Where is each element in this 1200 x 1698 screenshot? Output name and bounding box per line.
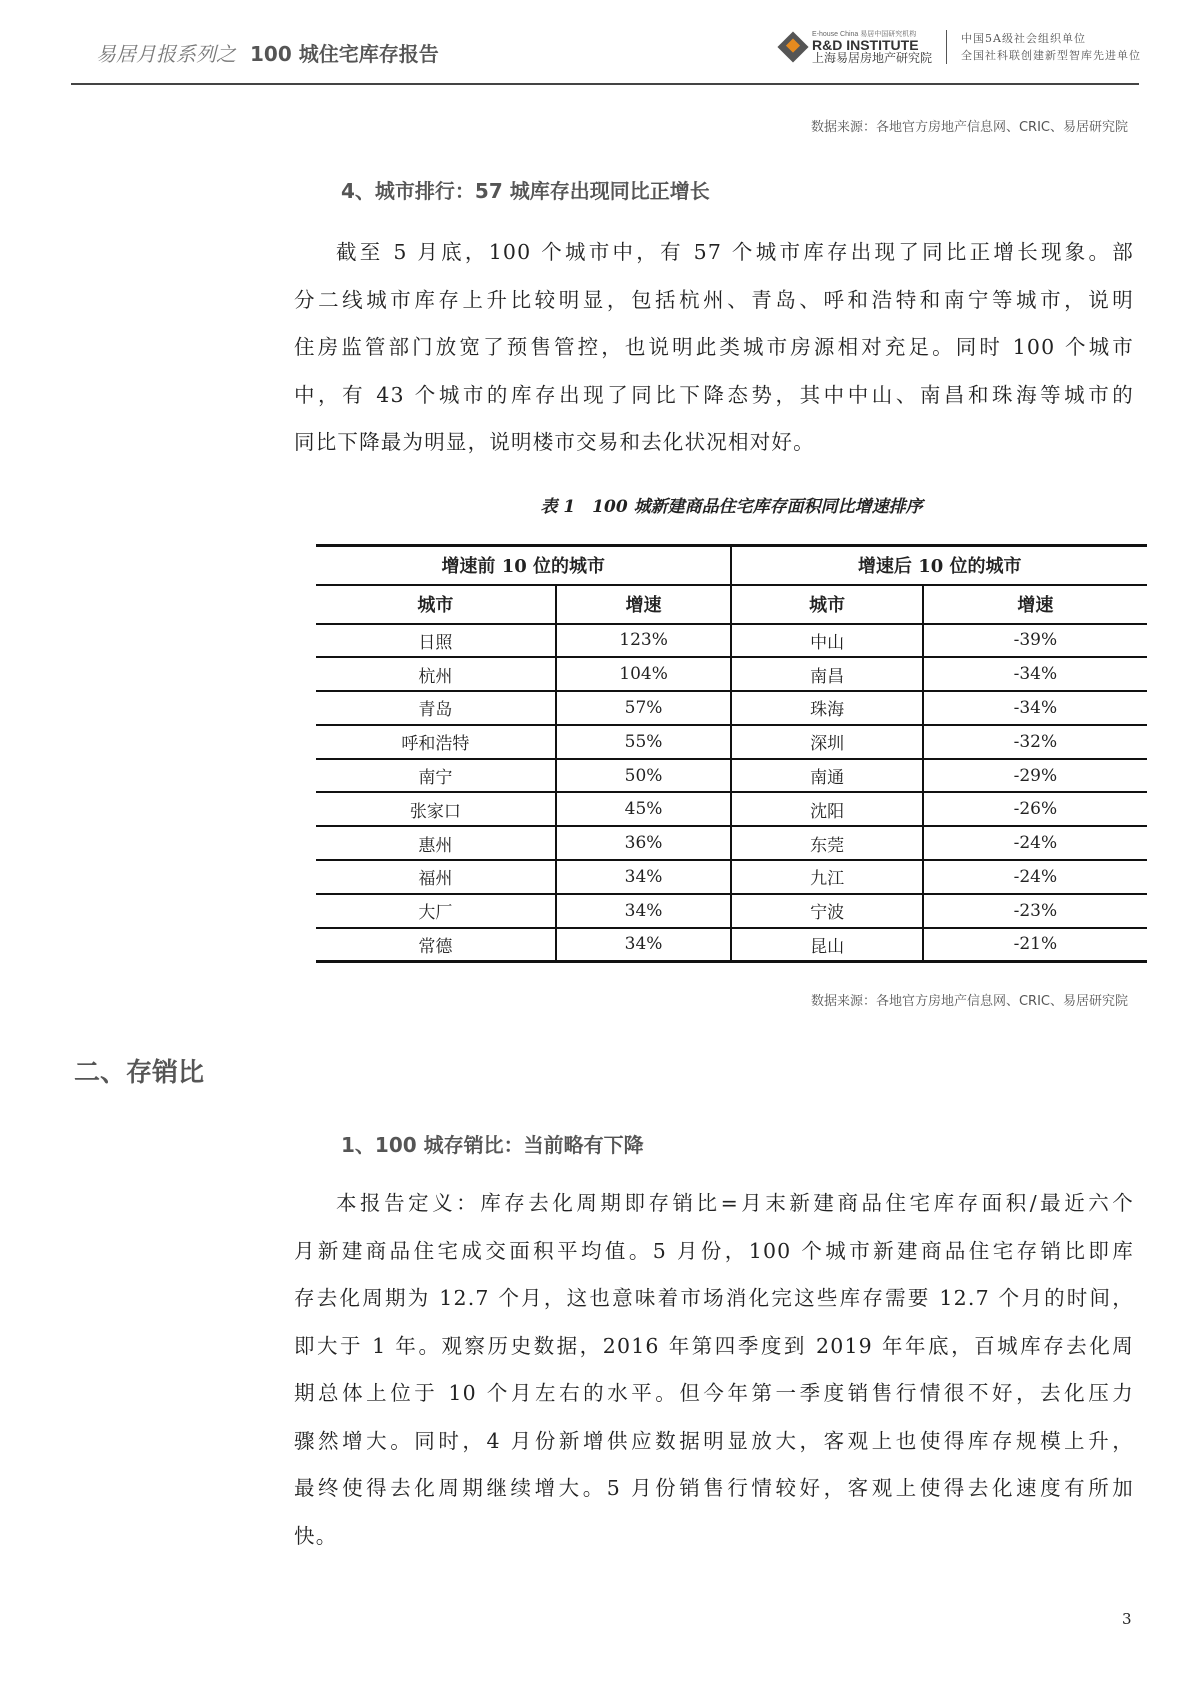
city-cell: 南宁	[316, 759, 556, 793]
text-line: 截至 5 月底，100 个城市中，有 57 个城市库存出现了同比正增长现象。部	[336, 240, 1134, 264]
table-row	[316, 826, 1147, 860]
growth-cell: -29%	[923, 759, 1147, 793]
series-label: 易居月报系列之	[96, 42, 236, 66]
table-row	[316, 624, 1147, 658]
city-cell: 南通	[731, 759, 922, 793]
award-2: 全国社科联创建新型智库先进单位	[961, 49, 1142, 62]
city-cell: 珠海	[731, 691, 922, 725]
city-cell: 呼和浩特	[316, 725, 556, 759]
city-cell: 杭州	[316, 657, 556, 691]
growth-cell: -21%	[923, 928, 1147, 962]
section-heading: 4、城市排行：57 城库存出现同比正增长	[341, 179, 710, 203]
logo-diamond-icon	[777, 31, 808, 62]
text-line: 月新建商品住宅成交面积平均值。5 月份，100 个城市新建商品住宅存销比即库	[294, 1238, 1134, 1263]
growth-cell: 104%	[556, 657, 732, 691]
data-source-note: 数据来源：各地官方房地产信息网、CRIC、易居研究院	[810, 120, 1128, 135]
growth-cell: 55%	[556, 725, 732, 759]
page-number: 3	[1122, 1610, 1132, 1628]
city-cell: 福州	[316, 860, 556, 894]
header-rule	[71, 83, 1139, 85]
logo-name: R&D INSTITUTE	[812, 36, 919, 53]
growth-cell: -32%	[923, 725, 1147, 759]
city-cell: 大厂	[316, 894, 556, 928]
text-line: 期总体上位于 10 个月左右的水平。但今年第一季度销售行情很不好，去化压力	[294, 1381, 1134, 1405]
city-cell: 沈阳	[731, 792, 922, 826]
city-cell: 九江	[731, 860, 922, 894]
text-line: 最终使得去化周期继续增大。5 月份销售行情较好，客观上使得去化速度有所加	[294, 1476, 1134, 1500]
logo-small-text: E-house China 易居中国研究机构	[812, 30, 917, 38]
city-cell: 青岛	[316, 691, 556, 725]
growth-cell: 34%	[556, 928, 732, 962]
growth-ranking-table	[316, 544, 1147, 963]
text-line: 同比下降最为明显，说明楼市交易和去化状况相对好。	[294, 430, 815, 454]
growth-cell: 57%	[556, 691, 732, 725]
table-row	[316, 691, 1147, 725]
award-1: 中国5A级社会组织单位	[961, 32, 1086, 45]
city-cell: 深圳	[731, 725, 922, 759]
text-line: 即大于 1 年。观察历史数据，2016 年第四季度到 2019 年年底，百城库存去化周	[294, 1333, 1134, 1358]
city-cell: 常德	[316, 928, 556, 962]
growth-cell: 45%	[556, 792, 732, 826]
city-cell: 昆山	[731, 928, 922, 962]
col-header-city: 城市	[316, 585, 556, 624]
city-cell: 南昌	[731, 657, 922, 691]
col-header-growth: 增速	[556, 585, 732, 624]
city-cell: 张家口	[316, 792, 556, 826]
section-heading: 1、100 城存销比：当前略有下降	[341, 1133, 644, 1157]
table-row	[316, 928, 1147, 962]
table-row	[316, 725, 1147, 759]
chapter2-paragraph	[294, 1180, 1134, 1560]
growth-cell: 34%	[556, 860, 732, 894]
city-cell: 东莞	[731, 826, 922, 860]
text-line: 骤然增大。同时，4 月份新增供应数据明显放大，客观上也使得库存规模上升，	[294, 1428, 1134, 1453]
section4-paragraph	[294, 229, 1134, 467]
table-row	[316, 759, 1147, 793]
table-row	[316, 657, 1147, 691]
growth-cell: -26%	[923, 792, 1147, 826]
city-cell: 中山	[731, 624, 922, 658]
report-series-title	[96, 38, 439, 67]
table-row	[316, 792, 1147, 826]
city-cell: 日照	[316, 624, 556, 658]
text-line: 住房监管部门放宽了预售管控，也说明此类城市房源相对充足。同时 100 个城市	[294, 335, 1134, 359]
growth-cell: 50%	[556, 759, 732, 793]
group-header-bottom: 增速后 10 位的城市	[731, 546, 1147, 585]
text-line: 分二线城市库存上升比较明显，包括杭州、青岛、呼和浩特和南宁等城市，说明	[294, 287, 1134, 312]
city-cell: 惠州	[316, 826, 556, 860]
growth-cell: -24%	[923, 860, 1147, 894]
col-header-growth: 增速	[923, 585, 1147, 624]
growth-cell: -34%	[923, 657, 1147, 691]
logo-cn-name: 上海易居房地产研究院	[812, 50, 933, 65]
text-line: 存去化周期为 12.7 个月，这也意味着市场消化完这些库存需要 12.7 个月的时间，	[294, 1286, 1134, 1310]
text-line: 本报告定义：库存去化周期即存销比=月末新建商品住宅库存面积/最近六个	[336, 1191, 1134, 1215]
growth-cell: 123%	[556, 624, 732, 658]
table-caption: 表 1 100 城新建商品住宅库存面积同比增速排序	[540, 497, 923, 517]
report-title: 100 城住宅库存报告	[250, 42, 439, 66]
col-header-city: 城市	[731, 585, 922, 624]
data-source-note: 数据来源：各地官方房地产信息网、CRIC、易居研究院	[810, 994, 1128, 1009]
logo-divider	[946, 30, 947, 64]
growth-cell: 36%	[556, 826, 732, 860]
chapter-heading: 二、存销比	[74, 1058, 205, 1088]
table-row	[316, 894, 1147, 928]
growth-cell: -24%	[923, 826, 1147, 860]
city-cell: 宁波	[731, 894, 922, 928]
table-row	[316, 860, 1147, 894]
growth-cell: 34%	[556, 894, 732, 928]
growth-cell: -39%	[923, 624, 1147, 658]
text-line: 中，有 43 个城市的库存出现了同比下降态势，其中中山、南昌和珠海等城市的	[294, 382, 1134, 407]
growth-cell: -23%	[923, 894, 1147, 928]
institute-logo	[782, 30, 1141, 64]
group-header-top: 增速前 10 位的城市	[316, 546, 731, 585]
growth-cell: -34%	[923, 691, 1147, 725]
text-line: 快。	[294, 1523, 338, 1548]
